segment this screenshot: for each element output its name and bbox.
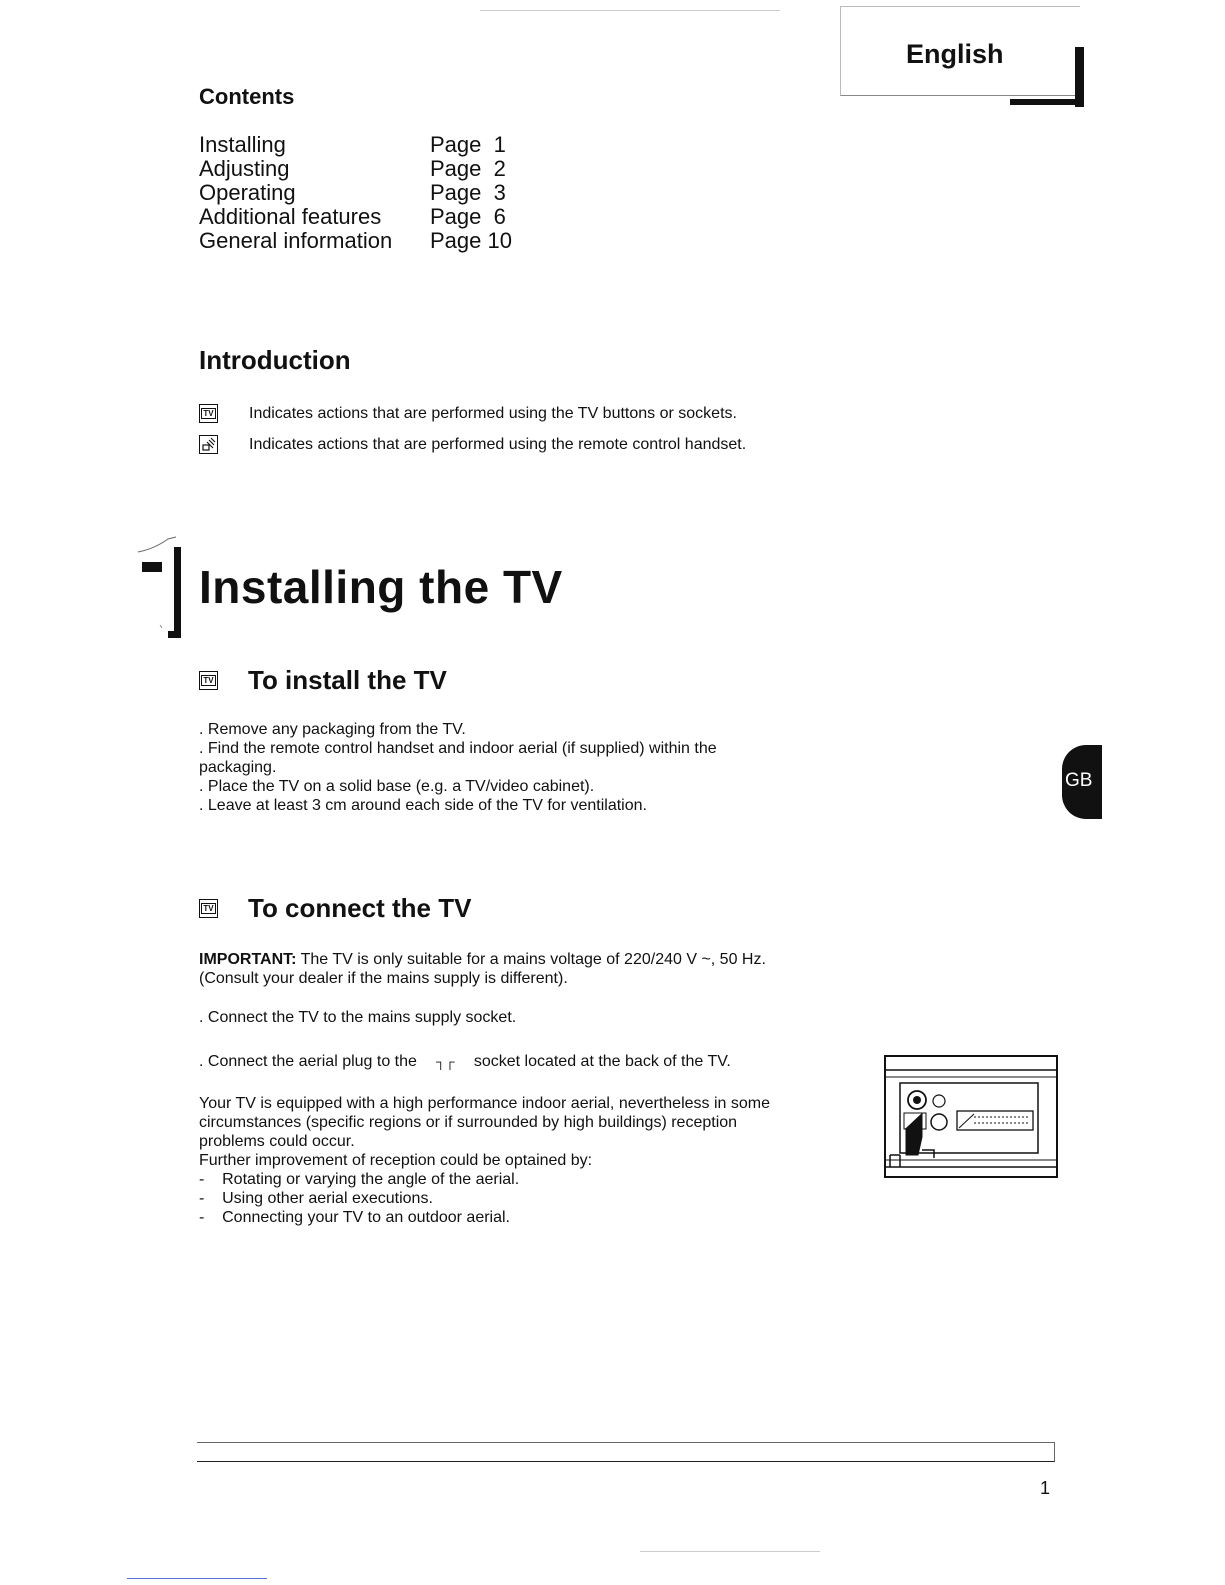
language-label: English <box>906 39 1004 69</box>
tv-button-icon: TV <box>199 671 218 690</box>
connect-step-aerial: . Connect the aerial plug to the ┐┌ socket located at the back of the TV. <box>199 1053 731 1070</box>
remote-control-icon <box>199 435 218 454</box>
toc-page: Page 2 <box>430 156 506 181</box>
toc-label: Adjusting <box>199 156 290 181</box>
install-line: . Find the remote control handset and indoor aerial (if supplied) within the <box>199 740 717 757</box>
toc-page: Page 6 <box>430 204 506 229</box>
toc-row[interactable] <box>199 229 512 253</box>
introduction-heading: Introduction <box>199 345 351 375</box>
tv-button-icon: TV <box>199 404 218 423</box>
toc-page: Page 1 <box>430 132 506 157</box>
important-note <box>199 950 766 988</box>
toc-label: Operating <box>199 180 296 205</box>
toc-row[interactable] <box>199 181 512 205</box>
chapter-number-marker <box>130 535 200 645</box>
contents-list <box>199 133 512 253</box>
install-section-header <box>199 665 447 695</box>
scan-artifact <box>480 10 780 11</box>
intro-line-tv <box>199 404 737 423</box>
toc-row[interactable] <box>199 133 512 157</box>
country-tab-label: GB <box>1065 770 1093 791</box>
toc-page: Page 10 <box>430 228 512 253</box>
tv-button-icon: TV <box>199 899 218 918</box>
install-section-title: To install the TV <box>248 665 447 695</box>
install-line: . Remove any packaging from the TV. <box>199 721 466 738</box>
connect-step-mains: . Connect the TV to the mains supply socket. <box>199 1009 517 1026</box>
important-consult: (Consult your dealer if the mains supply is different). <box>199 970 568 987</box>
toc-label: Additional features <box>199 204 382 229</box>
toc-label: Installing <box>199 132 286 157</box>
toc-label: General information <box>199 228 393 253</box>
connect-section-title: To connect the TV <box>248 893 472 923</box>
bottom-link-underline <box>127 1578 267 1579</box>
toc-page: Page 3 <box>430 180 506 205</box>
connect-section-header <box>199 893 472 923</box>
contents-heading: Contents <box>199 84 295 109</box>
intro-line-remote <box>199 435 747 454</box>
chapter-title: Installing the TV <box>199 561 563 613</box>
install-instructions <box>199 720 717 815</box>
scan-artifact <box>640 1551 820 1552</box>
install-line: packaging. <box>199 759 277 776</box>
intro-text-remote: Indicates actions that are performed using the remote control handset. <box>249 435 747 453</box>
tv-back-panel-illustration <box>884 1055 1059 1185</box>
aerial-socket-icon: ┐┌ <box>436 1054 455 1069</box>
tab-bottom-bar <box>1010 99 1080 105</box>
toc-row[interactable] <box>199 157 512 181</box>
toc-row[interactable] <box>199 205 512 229</box>
install-line: . Place the TV on a solid base (e.g. a TV/video cabinet). <box>199 778 595 795</box>
language-tab <box>840 6 1080 96</box>
page-number: 1 <box>1040 1478 1051 1498</box>
aerial-paragraph: Your TV is equipped with a high performance indoor aerial, nevertheless in some circumstances (specific regions or if surrounded by high buildings) reception problems could occur. Further improvement of reception could be optained by: - Rotating or varying the angle of the aerial. - Using other aerial executions. - Connecting your TV to an outdoor aerial. <box>199 1095 770 1226</box>
tab-edge-bar <box>1075 47 1084 107</box>
important-label: IMPORTANT: <box>199 951 297 968</box>
intro-text-tv: Indicates actions that are performed using the TV buttons or sockets. <box>249 404 737 422</box>
important-text: The TV is only suitable for a mains voltage of 220/240 V ~, 50 Hz. <box>296 951 766 968</box>
install-line: . Leave at least 3 cm around each side of the TV for ventilation. <box>199 797 647 814</box>
footer-rule <box>197 1442 1055 1462</box>
country-tab <box>1062 745 1094 819</box>
